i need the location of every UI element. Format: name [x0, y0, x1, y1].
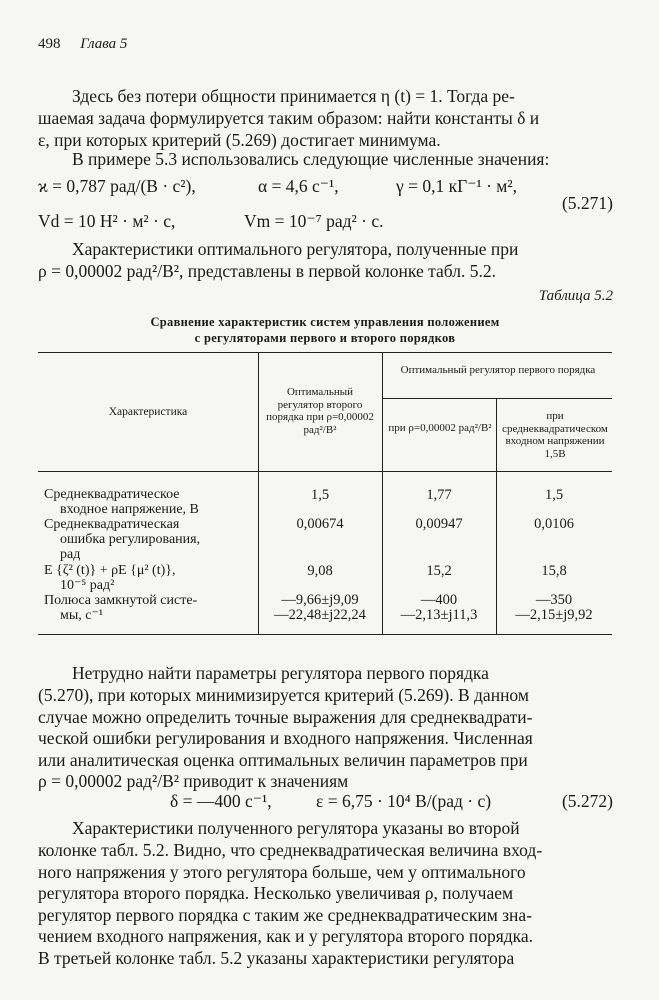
text-line: или аналитическая оценка оптимальных величин параметров при: [38, 749, 528, 770]
comparison-table: [38, 352, 612, 636]
text-line: Нетрудно найти параметры регулятора первого порядка: [72, 663, 489, 683]
equation-part: γ = 0,1 кГ⁻¹ · м²,: [396, 176, 517, 196]
text-line: ρ = 0,00002 рад²/В², представлены в первой колонке табл. 5.2.: [38, 261, 496, 281]
paragraph-3-cont: [38, 261, 612, 283]
equation-part: δ = —400 с⁻¹,: [170, 791, 272, 811]
table-cell: 9,08: [307, 563, 333, 579]
table-cell: 1,5: [544, 487, 564, 503]
label-line: Полюса замкнутой систе-: [44, 593, 198, 608]
paragraph-1: [38, 86, 612, 108]
table-bottom-rule: [38, 634, 612, 635]
table-cell: 1,77: [426, 487, 452, 503]
label-line: входное напряжение, В: [60, 502, 199, 517]
table-title-line: с регуляторами первого и второго порядков: [194, 331, 456, 345]
header-first-order-voltage: при среднеквадратическом входном напряжении 1,5В: [502, 410, 608, 460]
text-line: ческой ошибки регулирования и входного напряжения. Численная: [38, 728, 533, 748]
text-line: регулятора второго порядка. Несколько увеличивая ρ, получаем: [38, 883, 514, 903]
paragraph-5: [38, 818, 612, 840]
running-header: [38, 36, 127, 53]
text-line: (5.270), при которых минимизируется критерий (5.269). В данном: [38, 685, 529, 705]
cell-line: —2,15±j9,92: [515, 607, 593, 623]
table-row-label: [44, 593, 274, 623]
paragraph-2: [38, 149, 612, 171]
cell-line: —22,48±j22,24: [274, 607, 366, 623]
header-second-order: Оптимальный регулятор второго порядка при ρ=0,00002 рад²/В²: [266, 386, 374, 436]
paragraph-5-cont: [38, 840, 612, 969]
table-caption: Таблица 5.2: [538, 288, 613, 304]
text-line: ε, при которых критерий (5.269) достигает минимума.: [38, 129, 441, 150]
table-cell: [258, 593, 382, 623]
label-line: 10⁻⁵ рад²: [60, 578, 115, 593]
text-line: Характеристики оптимального регулятора, полученные при: [72, 239, 519, 259]
text-line: регулятор первого порядка с таким же среднеквадратическим зна-: [38, 904, 533, 925]
cell-line: —350: [535, 592, 573, 608]
table-row-label: [44, 487, 274, 517]
header-characteristic: Характеристика: [108, 406, 188, 418]
paragraph-3: [38, 239, 612, 261]
table-cell: [496, 593, 612, 623]
paragraph-4: [38, 663, 612, 685]
group-header-rule: [382, 398, 612, 399]
table-header-rule: [38, 471, 612, 472]
label-line: Среднеквадратическая: [44, 517, 180, 532]
table-title: [38, 314, 612, 346]
table-top-rule: [38, 352, 612, 353]
table-cell: 1,5: [310, 487, 330, 503]
cell-line: —9,66±j9,09: [281, 592, 359, 608]
header-first-order-group: Оптимальный регулятор первого порядка: [400, 364, 596, 376]
paragraph-4-cont: [38, 685, 612, 793]
equation-part: ε = 6,75 · 10⁴ В/(рад · с): [316, 791, 492, 811]
label-line: Среднеквадратическое: [44, 487, 180, 502]
text-line: Характеристики полученного регулятора указаны во второй: [72, 818, 520, 838]
text-line: В третьей колонке табл. 5.2 указаны характеристики регулятора: [38, 947, 515, 968]
cell-line: —400: [420, 592, 458, 608]
header-first-order-rho: при ρ=0,00002 рад²/В²: [388, 422, 492, 434]
table-title-line: Сравнение характеристик систем управления положением: [150, 315, 500, 329]
table-cell: 15,2: [426, 563, 452, 579]
chapter-title: Глава 5: [80, 36, 128, 52]
label-line: рад: [60, 547, 81, 562]
text-line: В примере 5.3 использовались следующие численные значения:: [72, 149, 550, 169]
text-line: случае можно определить точные выражения для среднеквадрати-: [38, 706, 533, 727]
text-line: шаемая задача формулируется таким образом: найти константы δ и: [38, 108, 540, 128]
equation-part: α = 4,6 с⁻¹,: [258, 176, 339, 196]
text-line: Здесь без потери общности принимается η (t) = 1. Тогда ре-: [72, 86, 515, 106]
table-cell: [382, 593, 496, 623]
text-line: чением входного напряжения, как и у регулятора второго порядка.: [38, 926, 534, 946]
text-line: ρ = 0,00002 рад²/В² приводит к значениям: [38, 771, 349, 791]
equation-part: ϰ = 0,787 рад/(В · с²),: [38, 176, 196, 196]
label-line: ошибка регулирования,: [60, 532, 201, 547]
page-number: 498: [38, 36, 61, 52]
table-row-label: [44, 517, 274, 562]
equation-part: Vd = 10 Н² · м² · с,: [38, 211, 176, 231]
cell-line: —2,13±j11,3: [400, 607, 478, 623]
paragraph-1-cont: [38, 108, 612, 151]
text-line: колонке табл. 5.2. Видно, что среднеквадратическая величина вход-: [38, 840, 543, 860]
table-cell: 15,8: [541, 563, 567, 579]
text-line: ного напряжения у этого регулятора больше, чем у оптимального: [38, 861, 526, 882]
equation-part: Vm = 10⁻⁷ рад² · с.: [244, 211, 384, 231]
table-cell: 0,00674: [296, 516, 344, 532]
table-row-label: [44, 563, 274, 593]
table-cell: 0,0106: [534, 516, 574, 532]
table-cell: 0,00947: [415, 516, 463, 532]
equation-number: (5.272): [561, 791, 613, 811]
equation-number: (5.271): [561, 193, 613, 213]
label-line: мы, с⁻¹: [60, 608, 104, 623]
label-line: E {ζ² (t)} + ρE {μ² (t)},: [44, 563, 176, 578]
